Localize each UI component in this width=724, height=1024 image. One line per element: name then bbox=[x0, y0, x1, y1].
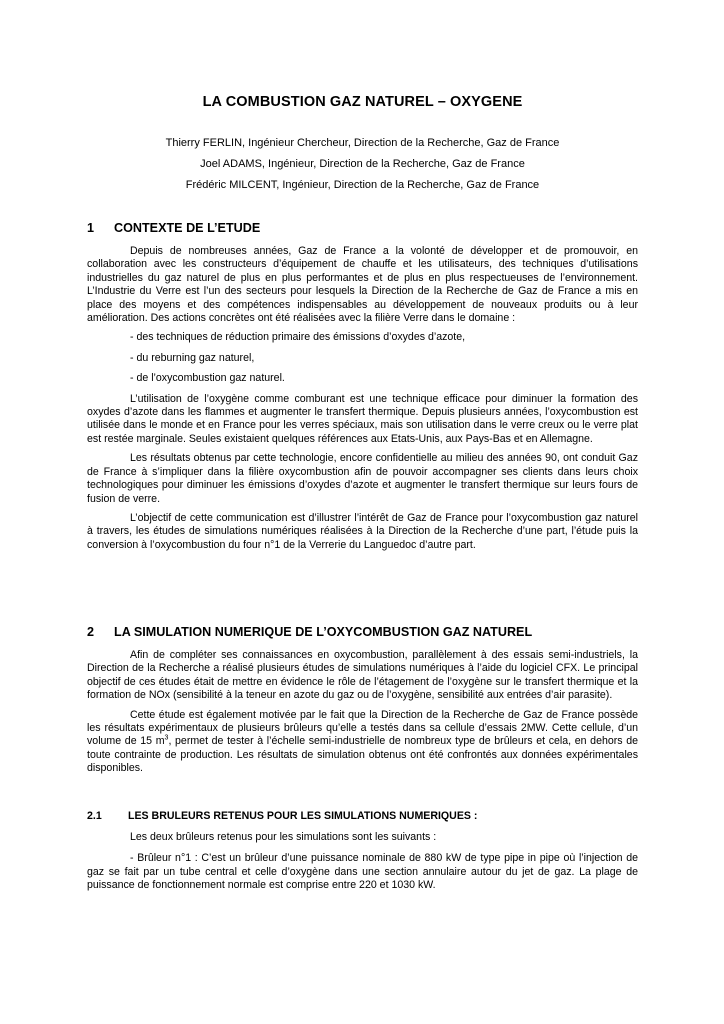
document-title: LA COMBUSTION GAZ NATUREL – OXYGENE bbox=[202, 94, 523, 110]
author-line: Joel ADAMS, Ingénieur, Direction de la Recherche, Gaz de France bbox=[200, 158, 525, 170]
paragraph: Afin de compléter ses connaissances en oxycombustion, parallèlement à des essais semi-industriels, la Direction de la Recherche a réalisé plusieurs études de simulations numériques à l’aide du logiciel CFX. Le principal objectif de ces études était de mettre en évidence le rôle de l’étagement de l’oxygène sur le transfert thermique et la formation de NOx (sensibilité à la teneur en azote du gaz ou de l’oxygène, sensibilité aux entrées d’air parasite). bbox=[87, 649, 638, 702]
paragraph: Depuis de nombreuses années, Gaz de France a la volonté de développer et de promouvoir, en collaboration avec les constructeurs d’équipement de chauffe et les utilisateurs, des techniques d’utilisations industrielles du gaz naturel de plus en plus performantes et de plus en plus respectueuses de l’environnement. L’Industrie du Verre est l’un des secteurs pour lesquels la Direction de la Recherche de Gaz de France a mis en place des moyens et des compétences indispensables au développement de nouveaux produits ou à leur amélioration. Des actions concrètes ont été réalisées avec la filière Verre dans le domaine : bbox=[87, 245, 638, 325]
section-2-body bbox=[87, 649, 638, 782]
paragraph: - Brûleur n°1 : C’est un brûleur d’une puissance nominale de 880 kW de type pipe in pipe où l’injection de gaz se fait par un tube central et celle d’oxygène dans une section annulaire autour du jet de gaz. La plage de puissance de fonctionnement normale est comprise entre 220 et 1030 kW. bbox=[87, 852, 638, 892]
subsection-heading bbox=[87, 810, 638, 822]
author-line: Frédéric MILCENT, Ingénieur, Direction de la Recherche, Gaz de France bbox=[185, 179, 540, 191]
section-title: CONTEXTE DE L’ETUDE bbox=[114, 221, 261, 235]
section-number: 2 bbox=[87, 625, 95, 639]
author-list bbox=[87, 133, 638, 196]
author-line: Thierry FERLIN, Ingénieur Chercheur, Direction de la Recherche, Gaz de France bbox=[165, 137, 560, 149]
paragraph-text: Cette étude est également motivée par le fait que la Direction de la Recherche de Gaz de France possède les résultats expérimentaux de plusieurs brûleurs qu’elle a testés dans sa cellule d’essais 2MW. Cette cellule, d’un volume de 15 m bbox=[87, 708, 638, 748]
section-2-1-body bbox=[87, 831, 638, 899]
paragraph: L’utilisation de l’oxygène comme comburant est une technique efficace pour diminuer la formation des oxydes d’azote dans les flammes et augmenter le transfert thermique. Depuis plusieurs années, l’oxycombustion est utilisée dans le monde et en France pour les verres spéciaux, mais son utilisation dans le verre creux ou le verre plat est restée marginale. Seules existaient quelques références aux Etats-Unis, aux Pays-Bas et en Allemagne. bbox=[87, 392, 638, 445]
paragraph: Les deux brûleurs retenus pour les simulations sont les suivants : bbox=[130, 831, 437, 843]
section-2 bbox=[87, 625, 638, 639]
section-2-1 bbox=[87, 810, 638, 822]
paragraph: L’objectif de cette communication est d’illustrer l’intérêt de Gaz de France pour l’oxycombustion gaz naturel à travers, les études de simulations numériques réalisées à la Direction de la Recherche d’une part, l’étude puis la conversion à l’oxycombustion du four n°1 de la Verrerie du Languedoc d’autre part. bbox=[87, 511, 638, 551]
list-item: - du reburning gaz naturel, bbox=[130, 351, 255, 364]
section-heading bbox=[87, 221, 638, 235]
section-title: LA SIMULATION NUMERIQUE DE L’OXYCOMBUSTION GAZ NATUREL bbox=[114, 625, 533, 639]
list-item: - de l’oxycombustion gaz naturel. bbox=[130, 372, 285, 385]
subsection-title: LES BRULEURS RETENUS POUR LES SIMULATIONS NUMERIQUES : bbox=[128, 810, 478, 822]
paragraph bbox=[87, 709, 638, 776]
paragraph-text: , permet de tester à l’échelle semi-industrielle de nombreux type de brûleurs et cela, en dehors de toute contrainte de production. Les résultats de simulation obtenus ont été confrontés aux données expérimentales disponibles. bbox=[87, 735, 639, 775]
section-1 bbox=[87, 221, 638, 235]
subsection-number: 2.1 bbox=[87, 810, 102, 822]
list-item: - des techniques de réduction primaire des émissions d’oxydes d’azote, bbox=[130, 331, 466, 344]
section-number: 1 bbox=[87, 221, 95, 235]
section-heading bbox=[87, 625, 638, 639]
paragraph: Les résultats obtenus par cette technologie, encore confidentielle au milieu des années 90, ont conduit Gaz de France à s’impliquer dans la filière oxycombustion afin de pouvoir accompagner ses clients dans leurs choix technologiques pour diminuer les émissions d’oxydes d’azote et augmenter le transfert thermique sur leurs fours de fusion de verre. bbox=[87, 452, 638, 505]
section-1-body bbox=[87, 245, 638, 558]
superscript: 3 bbox=[164, 734, 169, 742]
